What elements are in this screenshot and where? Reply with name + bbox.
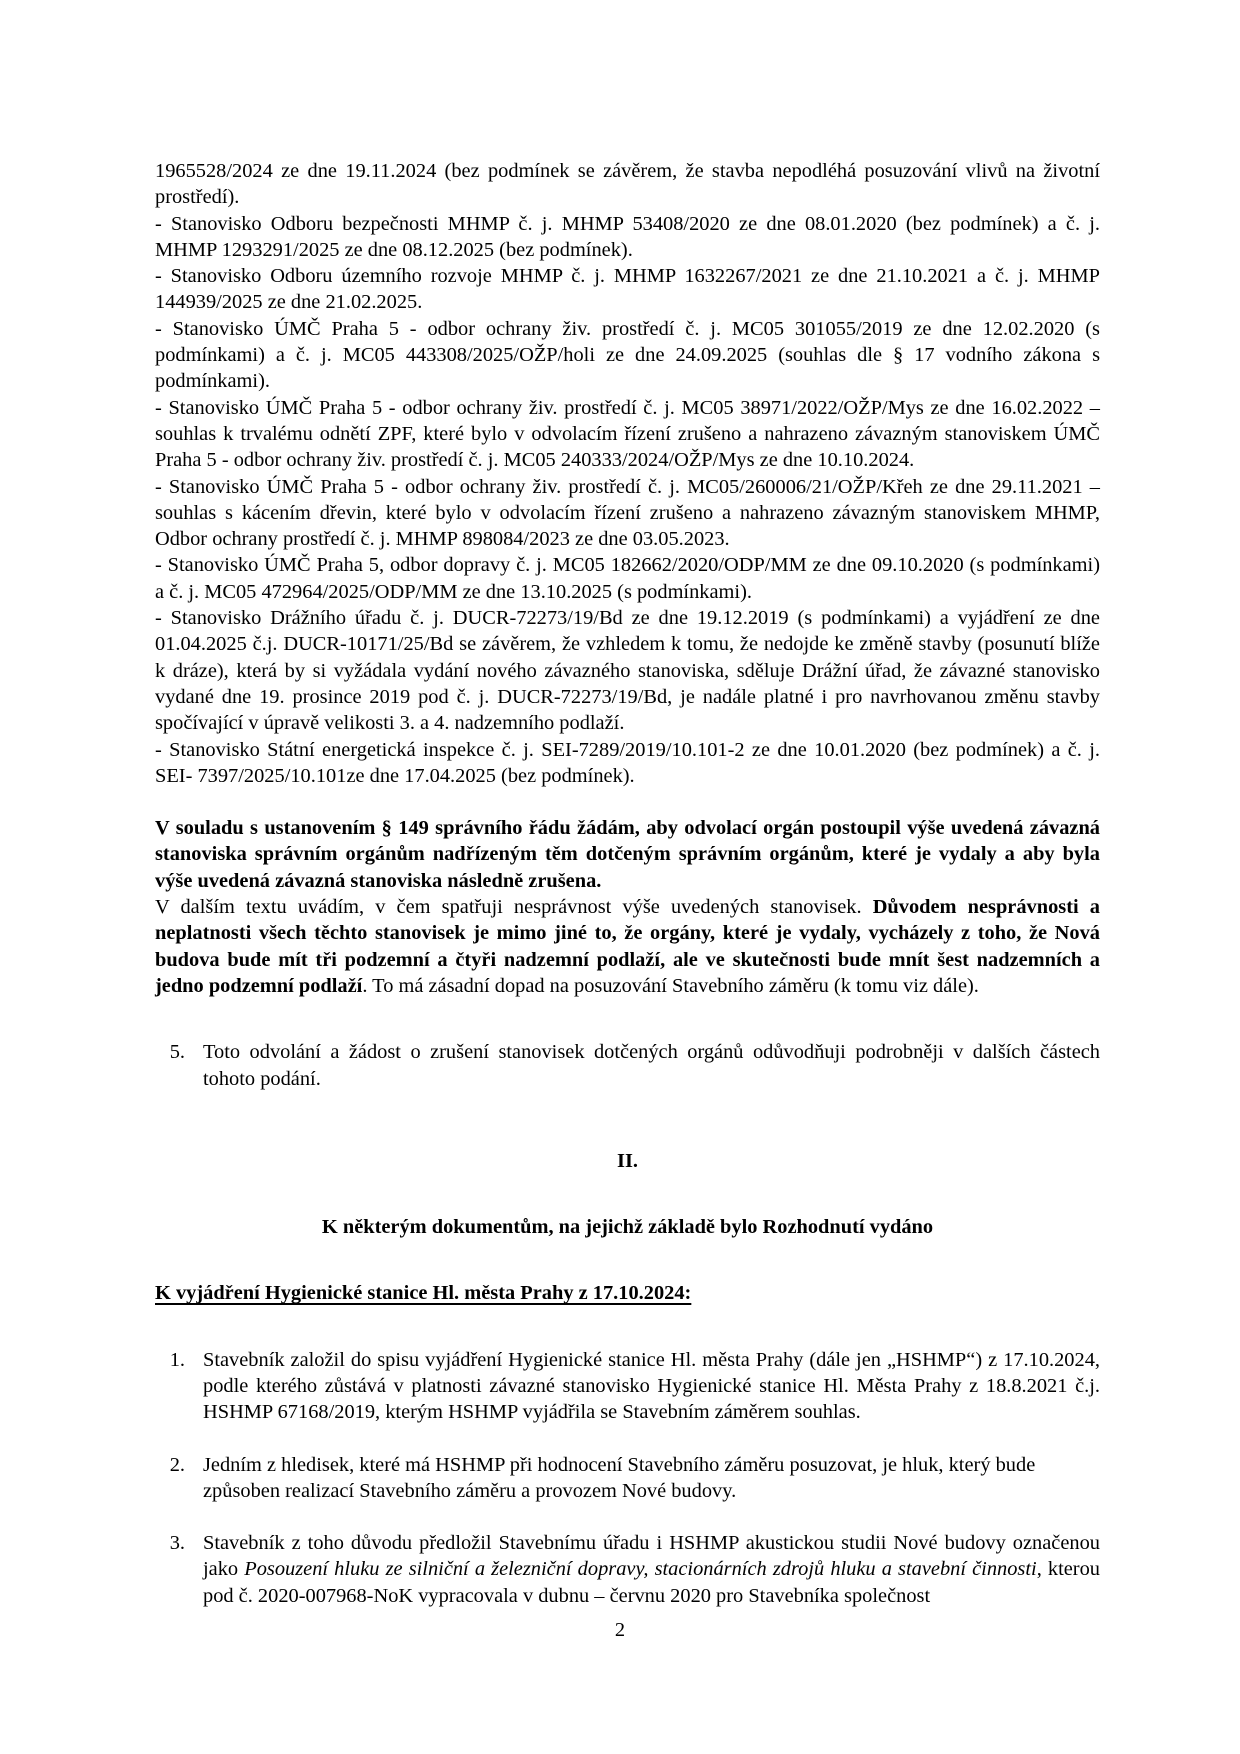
list-item-text: Jedním z hledisek, které má HSHMP při hodnocení Stavebního záměru posuzovat, je hluk, který bude způsoben realizací Stavebního záměru a provozem Nové budovy. <box>203 1453 1036 1502</box>
list-marker: 3. <box>169 1532 185 1555</box>
hshmp-item-2 <box>155 1452 1100 1505</box>
spacer <box>155 1504 1100 1530</box>
study-title: Posouzení hluku ze silniční a železniční dopravy, stacionárních zdrojů hluku a stavební činnosti <box>244 1558 1037 1581</box>
statement-paragraph-5: - Stanovisko ÚMČ Praha 5 - odbor ochrany živ. prostředí č. j. MC05 38971/2022/OŽP/Mys ze dne 16.02.2022 – souhlas k trvalému odnětí ZPF, které bylo v odvolacím řízení zrušeno a nahrazeno závazným stanoviskem ÚMČ Praha 5 - odbor ochrany živ. prostředí č. j. MC05 240333/2024/OŽP/Mys ze dne 10.10.2024. <box>155 396 1100 472</box>
page-number: 2 <box>614 1619 626 1641</box>
reasoning-paragraph <box>155 894 1100 999</box>
hshmp-item-1 <box>155 1347 1100 1426</box>
spacer <box>155 1240 1100 1280</box>
statement-paragraph-8: - Stanovisko Drážního úřadu č. j. DUCR-72273/19/Bd ze dne 19.12.2019 (s podmínkami) a vyjádření ze dne 01.04.2025 č.j. DUCR-10171/25/Bd se závěrem, že vzhledem k tomu, že nedojde ke změně stavby (posunutí blíže k dráze), která by si vyžádala vydání nového závazného stanoviska, sděluje Drážní úřad, že závazné stanovisko vydané dne 19. prosince 2019 pod č. j. DUCR-72273/19/Bd, je nadále platné i pro navrhovanou změnu stavby spočívající v úpravě velikosti 3. a 4. nadzemního podlaží. <box>155 607 1100 735</box>
spacer <box>155 789 1100 815</box>
item3-lead: Stavebník z toho důvodu předložil Stavebnímu úřadu i HSHMP akustickou studii Nové budovy označenou jako <box>203 1532 1100 1581</box>
reasoning-lead: V dalším textu uvádím, v čem spatřuji nesprávnost výše uvedených stanovisek. <box>155 896 873 919</box>
spacer <box>155 1092 1100 1148</box>
statement-paragraph-9: - Stanovisko Státní energetická inspekce č. j. SEI-7289/2019/10.101-2 ze dne 10.01.2020 (bez podmínek) a č. j. SEI- 7397/2025/10.101ze dne 17.04.2025 (bez podmínek). <box>155 738 1100 787</box>
list-item-text <box>203 1530 1100 1609</box>
subsection-heading: K vyjádření Hygienické stanice Hl. města Prahy z 17.10.2024: <box>155 1282 692 1305</box>
spacer <box>155 999 1100 1039</box>
list-item-text: Stavebník založil do spisu vyjádření Hygienické stanice Hl. města Prahy (dále jen „HSHMP“) z 17.10.2024, podle kterého zůstává v platnosti závazné stanovisko Hygienické stanice Hl. Města Prahy z 18.8.2021 č.j. HSHMP 67168/2019, kterým HSHMP vyjádřila se Stavebním záměrem souhlas. <box>203 1348 1100 1424</box>
section-title: K některým dokumentům, na jejichž základě bylo Rozhodnutí vydáno <box>321 1216 934 1239</box>
statement-paragraph-7: - Stanovisko ÚMČ Praha 5, odbor dopravy č. j. MC05 182662/2020/ODP/MM ze dne 09.10.2020 (s podmínkami) a č. j. MC05 472964/2025/ODP/MM ze dne 13.10.2025 (s podmínkami). <box>155 554 1100 603</box>
hshmp-item-3 <box>155 1530 1100 1609</box>
list-marker: 2. <box>169 1453 185 1476</box>
reasoning-emphasis: Důvodem nesprávnosti a neplatnosti všech těchto stanovisek je mimo jiné to, že orgány, které je vydaly, vycházely z toho, že Nová budova bude mít tři podzemní a čtyři nadzemní podlaží, ale ve skutečnosti bude mnít šest nadzemních a jedno podzemní podlaží <box>155 896 1100 997</box>
statement-paragraph-1: 1965528/2024 ze dne 19.11.2024 (bez podmínek se závěrem, že stavba nepodléhá posuzování vlivů na životní prostředí). <box>155 160 1100 209</box>
statement-paragraph-4: - Stanovisko ÚMČ Praha 5 - odbor ochrany živ. prostředí č. j. MC05 301055/2019 ze dne 12.02.2020 (s podmínkami) a č. j. MC05 443308/2025/OŽP/holi ze dne 24.09.2025 (souhlas dle § 17 vodního zákona s podmínkami). <box>155 317 1100 393</box>
list-marker: 1. <box>169 1348 185 1371</box>
statement-paragraph-2: - Stanovisko Odboru bezpečnosti MHMP č. j. MHMP 53408/2020 ze dne 08.01.2020 (bez podmínek) a č. j. MHMP 1293291/2025 ze dne 08.12.2025 (bez podmínek). <box>155 212 1100 261</box>
numbered-item-5 <box>155 1039 1100 1092</box>
spacer <box>155 1426 1100 1452</box>
list-marker: 5. <box>169 1041 185 1064</box>
reasoning-tail: . To má zásadní dopad na posuzování Stavebního záměru (k tomu viz dále). <box>362 974 979 997</box>
statement-paragraph-3: - Stanovisko Odboru územního rozvoje MHMP č. j. MHMP 1632267/2021 ze dne 21.10.2021 a č. j. MHMP 144939/2025 ze dne 21.02.2025. <box>155 265 1100 314</box>
spacer <box>155 1174 1100 1214</box>
request-paragraph: V souladu s ustanovením § 149 správního řádu žádám, aby odvolací orgán postoupil výše uvedená závazná stanoviska správním orgánům nadřízeným těm dotčeným správním orgánům, které je vydaly a aby byla výše uvedená závazná stanoviska následně zrušena. <box>155 817 1100 892</box>
spacer <box>155 1307 1100 1347</box>
section-roman-numeral: II. <box>617 1149 638 1172</box>
list-item-text: Toto odvolání a žádost o zrušení stanovisek dotčených orgánů odůvodňuji podrobněji v dalších částech tohoto podání. <box>203 1041 1100 1090</box>
statement-paragraph-6: - Stanovisko ÚMČ Praha 5 - odbor ochrany živ. prostředí č. j. MC05/260006/21/OŽP/Křeh ze dne 29.11.2021 – souhlas s kácením dřevin, které bylo v odvolacím řízení zrušeno a nahrazeno závazným stanoviskem MHMP, Odbor ochrany prostředí č. j. MHMP 898084/2023 ze dne 03.05.2023. <box>155 475 1100 551</box>
statements-block <box>155 158 1100 789</box>
item3-tail: , kterou pod č. 2020-007968-NoK vypracovala v dubnu – červnu 2020 pro Stavebníka společnost <box>203 1558 1100 1607</box>
subheading-wrapper <box>155 1280 1100 1306</box>
